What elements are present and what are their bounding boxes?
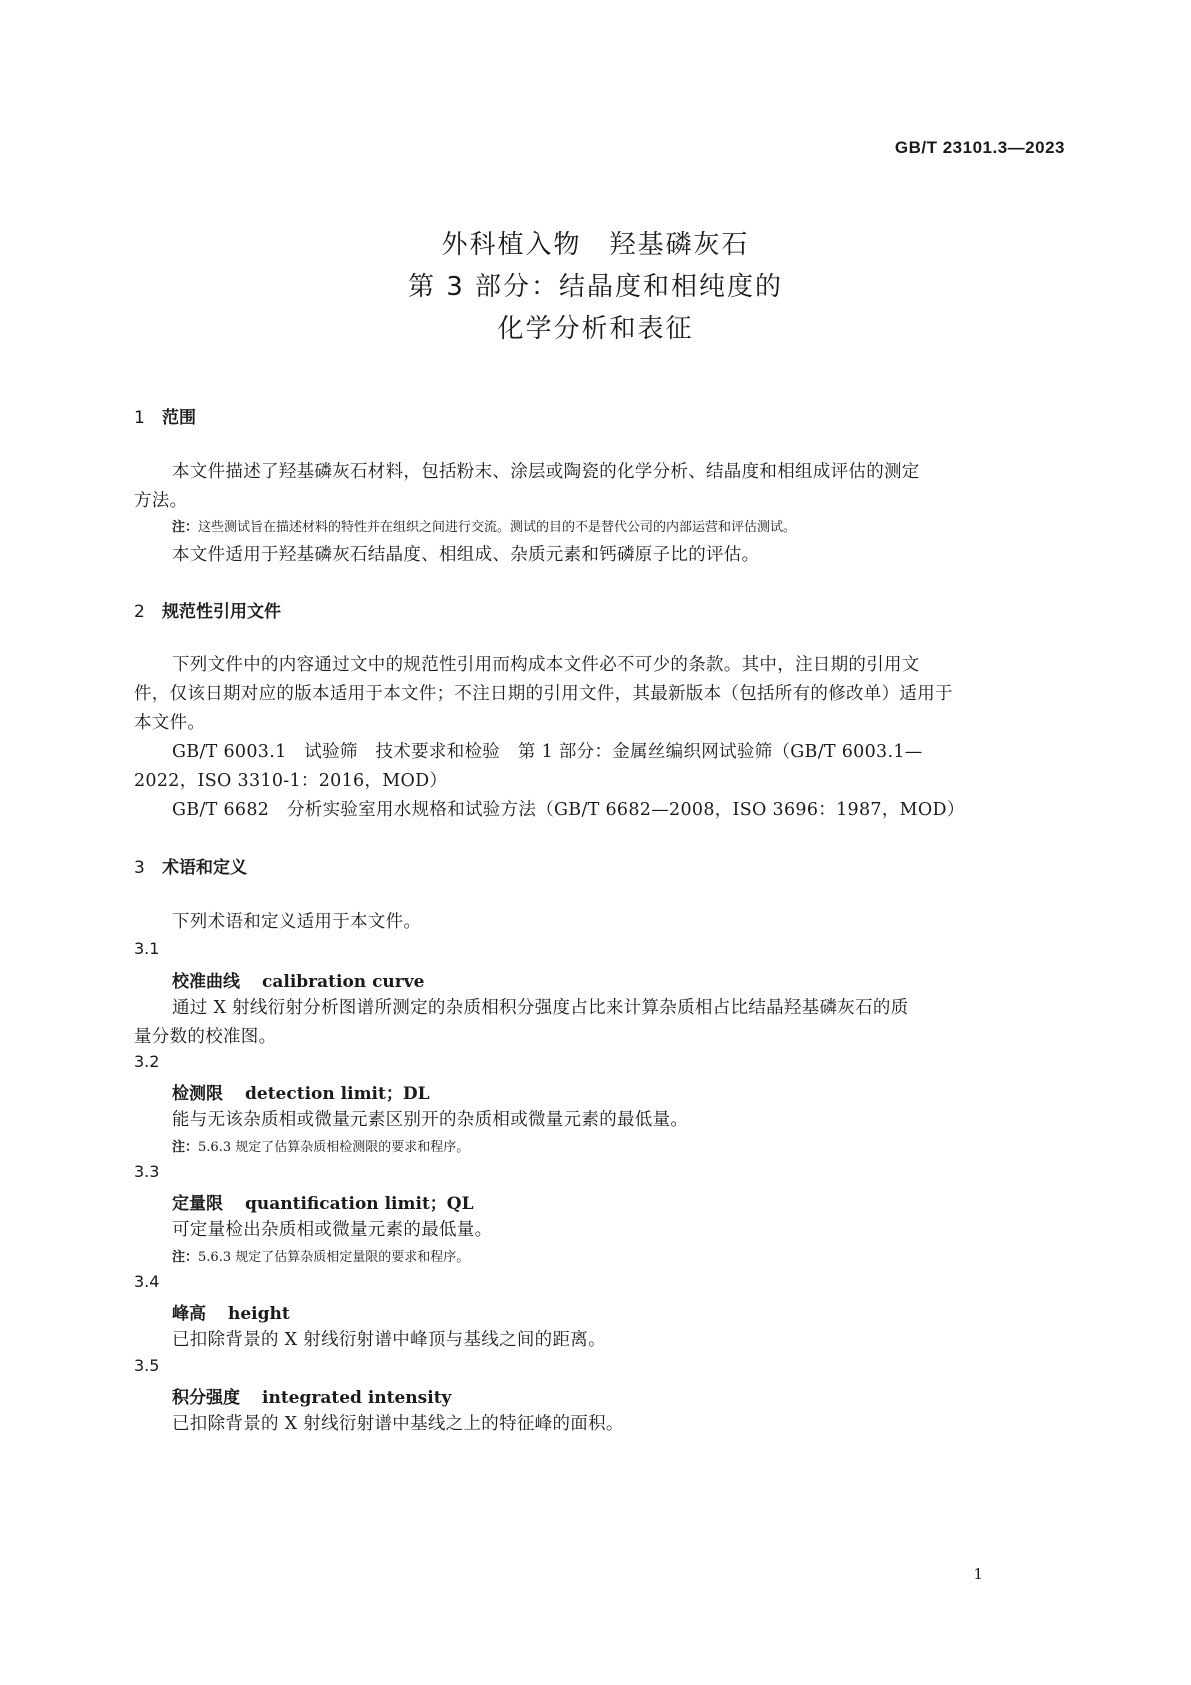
- term-entry-integrated-intensity: [172, 1383, 451, 1408]
- term-number: 3.2: [134, 1052, 160, 1071]
- page-number: 1: [973, 1565, 983, 1583]
- note-label: 注：: [172, 520, 199, 535]
- term-number: 3.5: [134, 1356, 160, 1375]
- section-heading-normative-references: [134, 597, 281, 622]
- reference-item-gbt-6682: GB/T 6682 分析实验室用水规格和试验方法（GB/T 6682—2008，ISO 3696：1987，MOD）: [172, 800, 965, 820]
- term-zh: 定量限: [172, 1194, 223, 1214]
- term-en: calibration curve: [262, 972, 425, 992]
- reference-item-gbt-6003-1: GB/T 6003.1 试验筛 技术要求和检验 第 1 部分：金属丝编织网试验筛（GB/T 6003.1—: [172, 742, 923, 762]
- normative-paragraph-line: 件，仅该日期对应的版本适用于本文件；不注日期的引用文件，其最新版本（包括所有的修改单）适用于: [134, 684, 953, 704]
- note-label: 注：: [172, 1140, 199, 1155]
- normative-paragraph-line: 本文件。: [134, 713, 206, 733]
- section-heading-scope: [134, 403, 196, 428]
- section-number: 3: [134, 858, 145, 878]
- term-en: quantification limit；QL: [245, 1194, 474, 1214]
- note-text: 5.6.3 规定了估算杂质相定量限的要求和程序。: [198, 1250, 470, 1265]
- section-title: 术语和定义: [162, 858, 247, 878]
- term-definition: 已扣除背景的 X 射线衍射谱中峰顶与基线之间的距离。: [172, 1330, 606, 1350]
- term-definition: 已扣除背景的 X 射线衍射谱中基线之上的特征峰的面积。: [172, 1414, 624, 1434]
- term-number: 3.1: [134, 939, 160, 958]
- scope-note: [172, 516, 796, 535]
- section-number: 2: [134, 602, 145, 622]
- scope-paragraph: 本文件适用于羟基磷灰石结晶度、相组成、杂质元素和钙磷原子比的评估。: [172, 545, 760, 565]
- section-heading-terms: [134, 853, 247, 878]
- term-number: 3.3: [134, 1162, 160, 1181]
- section-title: 范围: [162, 408, 196, 428]
- term-entry-calibration-curve: [172, 967, 424, 992]
- term-zh: 校准曲线: [172, 972, 240, 992]
- document-title-line-1: 外科植入物 羟基磷灰石: [441, 230, 750, 260]
- document-title-line-3: 化学分析和表征: [497, 314, 694, 344]
- term-entry-quantification-limit: [172, 1189, 474, 1214]
- term-definition: 能与无该杂质相或微量元素区别开的杂质相或微量元素的最低量。: [172, 1110, 689, 1130]
- term-definition: 可定量检出杂质相或微量元素的最低量。: [172, 1220, 493, 1240]
- note-text: 5.6.3 规定了估算杂质相检测限的要求和程序。: [198, 1140, 470, 1155]
- reference-item-gbt-6003-1-cont: 2022，ISO 3310-1：2016，MOD）: [134, 771, 448, 791]
- term-definition-line: 通过 X 射线衍射分析图谱所测定的杂质相积分强度占比来计算杂质相占比结晶羟基磷灰石的质: [172, 998, 909, 1018]
- normative-paragraph-line: 下列文件中的内容通过文中的规范性引用而构成本文件必不可少的条款。其中，注日期的引用文: [172, 655, 920, 675]
- standard-code: GB/T 23101.3—2023: [894, 138, 1065, 157]
- scope-paragraph-line: 本文件描述了羟基磷灰石材料，包括粉末、涂层或陶瓷的化学分析、结晶度和相组成评估的测定: [172, 462, 920, 482]
- term-zh: 峰高: [172, 1304, 206, 1324]
- term-en: height: [228, 1304, 290, 1324]
- term-note: [172, 1136, 469, 1155]
- term-note: [172, 1246, 469, 1265]
- terms-intro: 下列术语和定义适用于本文件。: [172, 912, 422, 932]
- term-number: 3.4: [134, 1272, 160, 1291]
- term-zh: 检测限: [172, 1084, 223, 1104]
- section-title: 规范性引用文件: [162, 602, 281, 622]
- section-number: 1: [134, 408, 145, 428]
- term-definition-line: 量分数的校准图。: [134, 1027, 277, 1047]
- term-en: detection limit；DL: [245, 1084, 430, 1104]
- note-text: 这些测试旨在描述材料的特性并在组织之间进行交流。测试的目的不是替代公司的内部运营和评估测试。: [198, 520, 797, 535]
- note-label: 注：: [172, 1250, 199, 1265]
- document-title-line-2: 第 3 部分：结晶度和相纯度的: [407, 272, 784, 302]
- scope-paragraph-line: 方法。: [134, 491, 188, 511]
- term-zh: 积分强度: [172, 1388, 240, 1408]
- term-entry-detection-limit: [172, 1079, 430, 1104]
- term-entry-height: [172, 1299, 290, 1324]
- term-en: integrated intensity: [262, 1388, 452, 1408]
